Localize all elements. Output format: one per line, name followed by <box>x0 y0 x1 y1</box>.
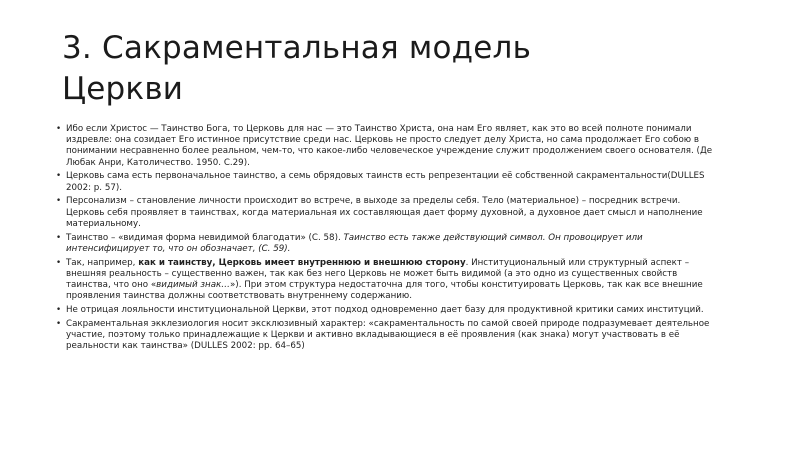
bullet-item <box>56 124 716 169</box>
bullet-text: . Институциональный или структурный аспект – внешняя реальность – существенно важен, так как без него Церковь не может быть видимой (а это одно из существенных свойств таинства, что оно « <box>66 257 690 291</box>
bullet-text: Так, например, <box>66 257 139 268</box>
bullet-item <box>56 319 716 353</box>
bullet-marker: • <box>56 305 62 316</box>
bullet-text: Персонализм – становление личности происходит во встрече, в выходе за пределы себя. Тело (материальное) – посредник встречи. Церковь себя проявляет в таинствах, когда материальная их составляющая дает форму духовной, а духовное дает смысл и наполнение материальному. <box>66 196 703 229</box>
bullet-text: Сакраментальная экклезиология носит эксклюзивный характер: «сакраментальность по самой своей природе подразумевает деятельное участие, поэтому только принадлежащие к Церкви и активно вкладывающиеся в её проявления (как знака) могут участвовать в её реальности как таинства» (DULLES 2002: pp. 64–65) <box>66 318 710 352</box>
bullet-text-italic: видимый знак… <box>156 280 230 291</box>
bullet-text: »). При этом структура недостаточна для того, чтобы конституировать Церковь, так как все внешние проявления таинства должны соответствовать внутреннему содержанию. <box>66 280 703 302</box>
bullet-marker: • <box>56 232 62 243</box>
bullet-item <box>56 233 716 255</box>
bullet-item <box>56 171 716 193</box>
slide-title-line-1: 3. Сакраментальная модель <box>62 30 532 66</box>
bullet-marker: • <box>56 124 62 134</box>
bullet-marker: • <box>56 318 62 329</box>
bullet-item <box>56 196 716 230</box>
bullet-marker: • <box>56 257 62 268</box>
slide-title <box>62 28 762 110</box>
bullet-text: Таинство – «видимая форма невидимой благодати» (С. 58). <box>66 232 344 243</box>
bullet-marker: • <box>56 171 62 182</box>
slide-title-line-2: Церкви <box>62 71 184 107</box>
bullet-item <box>56 305 716 316</box>
bullet-text: Ибо если Христос — Таинство Бога, то Церковь для нас — это Таинство Христа, она нам Его являет, как это во всей полноте понимали издревле: она созидает Его истинное присутствие среди нас. Церковь не просто следует делу Христа, но сама продолжает Его собою в понимании несравненно более реальном, чем-то, что какое-либо человеческое учреждение служит продолжением своего основателя. (Де Любак Анри, Католичество. 1950. С.29). <box>66 124 713 168</box>
bullet-list <box>56 124 716 355</box>
bullet-item <box>56 258 716 303</box>
bullet-text: Не отрицая лояльности институциональной Церкви, этот подход одновременно дает базу для продуктивной критики самих институций. <box>66 305 704 316</box>
bullet-text-italic: Таинство есть также действующий символ. Он провоцирует или интенсифицирует то, что он обозначает, (С. 59). <box>66 232 643 254</box>
bullet-text: Церковь сама есть первоначальное таинство, а семь обрядовых таинств есть репрезентации её собственной сакраментальности(DULLES 2002: p. 57). <box>66 171 705 193</box>
bullet-text-bold: как и таинству, Церковь имеет внутреннюю и внешнюю сторону <box>138 257 466 268</box>
bullet-marker: • <box>56 196 62 207</box>
